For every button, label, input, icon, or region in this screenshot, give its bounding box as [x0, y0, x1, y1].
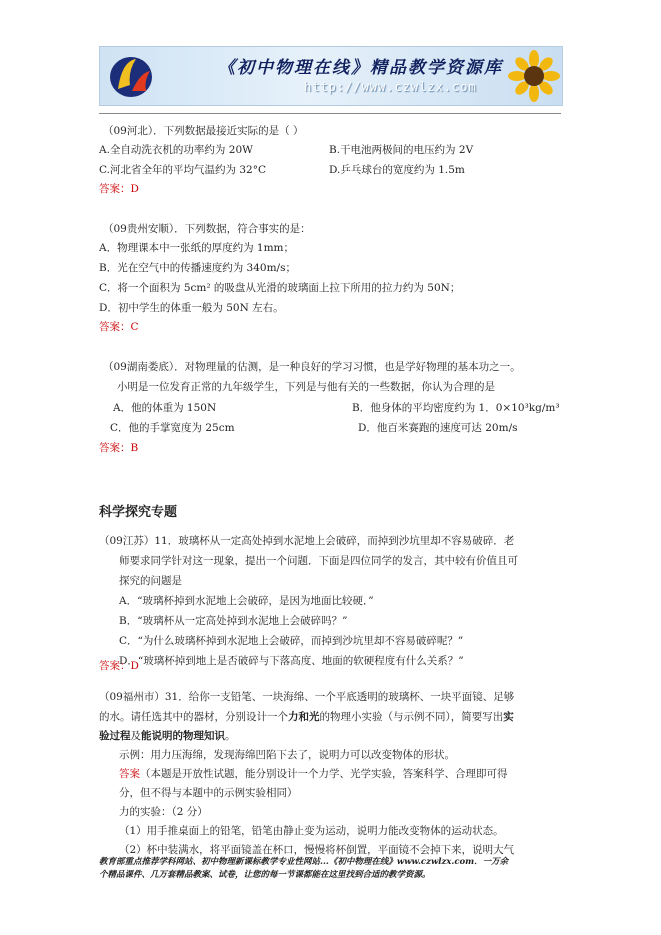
header-divider [99, 113, 561, 114]
q4-stem-line1: （09江苏）11．玻璃杯从一定高处掉到水泥地上会破碎，而掉到沙坑里却不容易破碎．老 [99, 535, 515, 547]
q5-stem-line2 [99, 710, 514, 724]
q5-example: 示例：用力压海绵，发现海绵凹陷下去了，说明力可以改变物体的形状。 [119, 749, 455, 761]
q5-answer-text: （本题是开放性试题，能分别设计一个力学、光学实验，答案科学、合理即可得 [140, 768, 508, 780]
q3-option-a: A．他的体重为 150N [113, 402, 217, 414]
q2-answer: 答案：C [99, 321, 139, 333]
q1-option-d: D.乒乓球台的宽度约为 1.5m [329, 164, 465, 176]
q2-option-b: B．光在空气中的传播速度约为 340m/s； [99, 262, 296, 274]
q1-option-c: C.河北省全年的平均气温约为 32°C [99, 164, 266, 176]
q4-answer: 答案：D [99, 660, 139, 672]
q5-answer-line2: 分，但不得与本题中的示例实验相同） [119, 787, 298, 799]
q5-stem-line3-d: 。 [225, 730, 236, 742]
q5-stem-line3-c: 能说明的物理知识 [141, 730, 225, 742]
q3-option-c: C．他的手掌宽度为 25cm [110, 422, 235, 434]
q5-stem-line3 [99, 729, 236, 743]
q3-option-b: B．他身体的平均密度约为 1．0×10³kg/m³ [352, 402, 560, 414]
q5-stem-line2-c: 的物理小实验（与示例不同），简要写出 [319, 711, 504, 723]
banner-title: 《初中物理在线》精品教学资源库 [218, 58, 503, 78]
q2-option-c: C．将一个面积为 5cm² 的吸盘从光滑的玻璃面上拉下所用的拉力约为 50N； [99, 282, 461, 294]
q5-stem-line3-b: 及 [130, 730, 141, 742]
q5-stem-line3-a: 验过程 [99, 730, 131, 742]
q2-option-a: A．物理课本中一张纸的厚度约为 1mm； [99, 242, 295, 254]
q4-stem-line2: 师要求同学针对这一现象，提出一个问题．下面是四位同学的发言，其中较有价值且可 [119, 555, 518, 567]
q3-stem-line2: 小明是一位发育正常的九年级学生，下列是与他有关的一些数据，你认为合理的是 [117, 381, 495, 393]
q5-stem-line1: （09福州市）31．给你一支铅笔、一块海绵、一个平底透明的玻璃杯、一块平面镜、足够 [99, 691, 515, 703]
q1-option-a: A.全自动洗衣机的功率约为 20W [99, 144, 253, 156]
footer-line2: 个精品课件、几万套精品教案、试卷，让您的每一节课都能在这里找到合适的教学资源。 [99, 870, 431, 880]
header-banner [99, 46, 563, 106]
section-title: 科学探究专题 [99, 505, 178, 520]
q3-answer: 答案：B [99, 442, 139, 454]
q5-force-item1: （1）用手推桌面上的铅笔，铅笔由静止变为运动，说明力能改变物体的运动状态。 [119, 825, 504, 837]
banner-url: http://www.czwlzx.com [304, 80, 477, 94]
q5-force-title: 力的实验：（2 分） [119, 806, 208, 818]
q5-stem-line2-d: 实 [503, 711, 514, 723]
q3-stem-line1: （09湖南娄底）．对物理量的估测，是一种良好的学习习惯，也是学好物理的基本功之一。 [103, 361, 521, 373]
q4-option-c: C．“为什么玻璃杯掉到水泥地上会破碎，而掉到沙坑里却不容易破碎呢？” [119, 635, 464, 647]
q4-stem-line3: 探究的问题是 [119, 575, 182, 587]
q4-option-a: A．“玻璃杯掉到水泥地上会破碎，是因为地面比较硬．” [119, 595, 374, 607]
q3-option-d: D．他百米赛跑的速度可达 20m/s [358, 422, 518, 434]
q4-option-b: B．“玻璃杯从一定高处掉到水泥地上会破碎吗？” [119, 615, 348, 627]
q1-option-b: B.干电池两极间的电压约为 2V [329, 144, 474, 156]
site-logo-icon [106, 51, 156, 101]
q5-answer-label: 答案 [119, 768, 140, 780]
page-footer [99, 856, 569, 882]
q2-option-d: D．初中学生的体重一般为 50N 左右。 [99, 302, 284, 314]
footer-line1: 教育部重点推荐学科网站、初中物理新课标教学专业性网站...《初中物理在线》www.czwlzx.com．一万余 [99, 857, 509, 867]
q5-stem-emphasis-force-light: 力和光 [288, 711, 320, 723]
q1-stem: （09河北）．下列数据最接近实际的是（ ） [103, 125, 304, 137]
q5-answer-line1 [119, 767, 508, 781]
q4-option-d: D．“玻璃杯掉到地上是否破碎与下落高度、地面的软硬程度有什么关系？” [119, 655, 464, 667]
q1-answer: 答案：D [99, 183, 139, 195]
q2-stem: （09贵州安顺）．下列数据，符合事实的是： [103, 223, 311, 235]
q5-force-item2: （2）杯中装满水，将平面镜盖在杯口，慢慢将杯倒置，平面镜不会掉下来，说明大气 [119, 844, 515, 856]
q5-stem-line2-a: 的水。请任选其中的器材，分别设计一个 [99, 711, 288, 723]
sunflower-icon [500, 49, 560, 103]
